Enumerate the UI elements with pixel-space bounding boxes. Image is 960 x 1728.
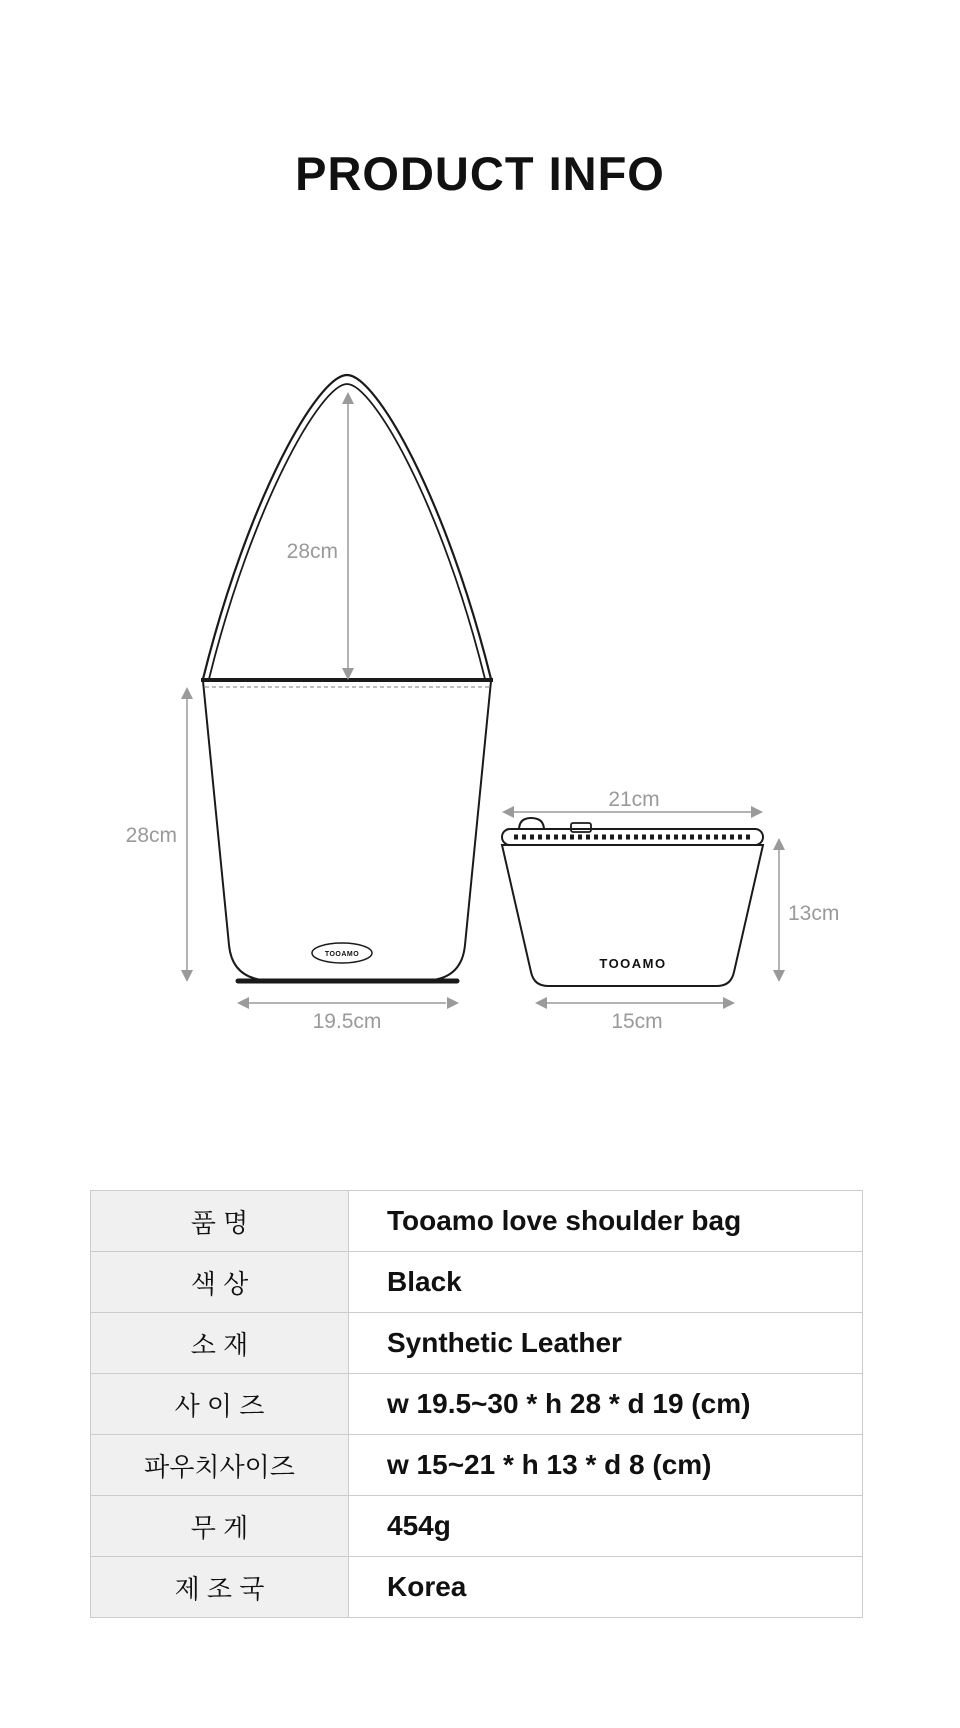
bag-diagram xyxy=(126,375,493,1033)
spec-row-color xyxy=(91,1252,863,1313)
pouch-logo-text: TOOAMO xyxy=(599,956,667,971)
bag-strap-height-arrow xyxy=(342,392,354,680)
spec-row-pouch-size xyxy=(91,1435,863,1496)
pouch-bottom-width-arrow xyxy=(535,997,735,1009)
spec-row-material xyxy=(91,1313,863,1374)
bag-body-height-label: 28cm xyxy=(125,824,177,847)
spec-value-cell: Synthetic Leather xyxy=(349,1313,863,1374)
spec-label-cell: 제 조 국 xyxy=(91,1557,349,1618)
bag-bottom-width-arrow xyxy=(237,997,459,1009)
product-spec-table xyxy=(90,1190,863,1618)
pouch-top-width-label: 21cm xyxy=(608,788,660,811)
bag-strap-height-label: 28cm xyxy=(286,540,338,563)
spec-row-size xyxy=(91,1374,863,1435)
spec-row-product-name xyxy=(91,1191,863,1252)
pouch-height-arrow xyxy=(773,838,785,982)
pouch-height-label: 13cm xyxy=(788,902,840,925)
bag-strap-outer-line xyxy=(203,375,491,679)
spec-row-weight xyxy=(91,1496,863,1557)
bag-logo-text: TOOAMO xyxy=(324,951,360,958)
pouch-diagram xyxy=(502,788,839,1033)
bag-body-outline xyxy=(203,681,491,980)
spec-row-origin xyxy=(91,1557,863,1618)
page-title: PRODUCT INFO xyxy=(295,147,665,200)
spec-label-cell: 소 재 xyxy=(91,1313,349,1374)
spec-label-cell: 색 상 xyxy=(91,1252,349,1313)
spec-value-cell: Black xyxy=(349,1252,863,1313)
spec-value-cell: w 15~21 * h 13 * d 8 (cm) xyxy=(349,1435,863,1496)
spec-label-cell: 무 게 xyxy=(91,1496,349,1557)
spec-label-cell: 사 이 즈 xyxy=(91,1374,349,1435)
spec-value-cell: Tooamo love shoulder bag xyxy=(349,1191,863,1252)
pouch-bottom-width-label: 15cm xyxy=(611,1010,663,1033)
spec-value-cell: 454g xyxy=(349,1496,863,1557)
spec-value-cell: Korea xyxy=(349,1557,863,1618)
pouch-zipper-slider xyxy=(571,823,591,832)
bag-body-height-arrow xyxy=(181,687,193,982)
bag-strap-inner-line xyxy=(209,384,485,679)
spec-label-cell: 품 명 xyxy=(91,1191,349,1252)
spec-label-cell: 파우치사이즈 xyxy=(91,1435,349,1496)
spec-value-cell: w 19.5~30 * h 28 * d 19 (cm) xyxy=(349,1374,863,1435)
bag-bottom-width-label: 19.5cm xyxy=(312,1010,382,1033)
